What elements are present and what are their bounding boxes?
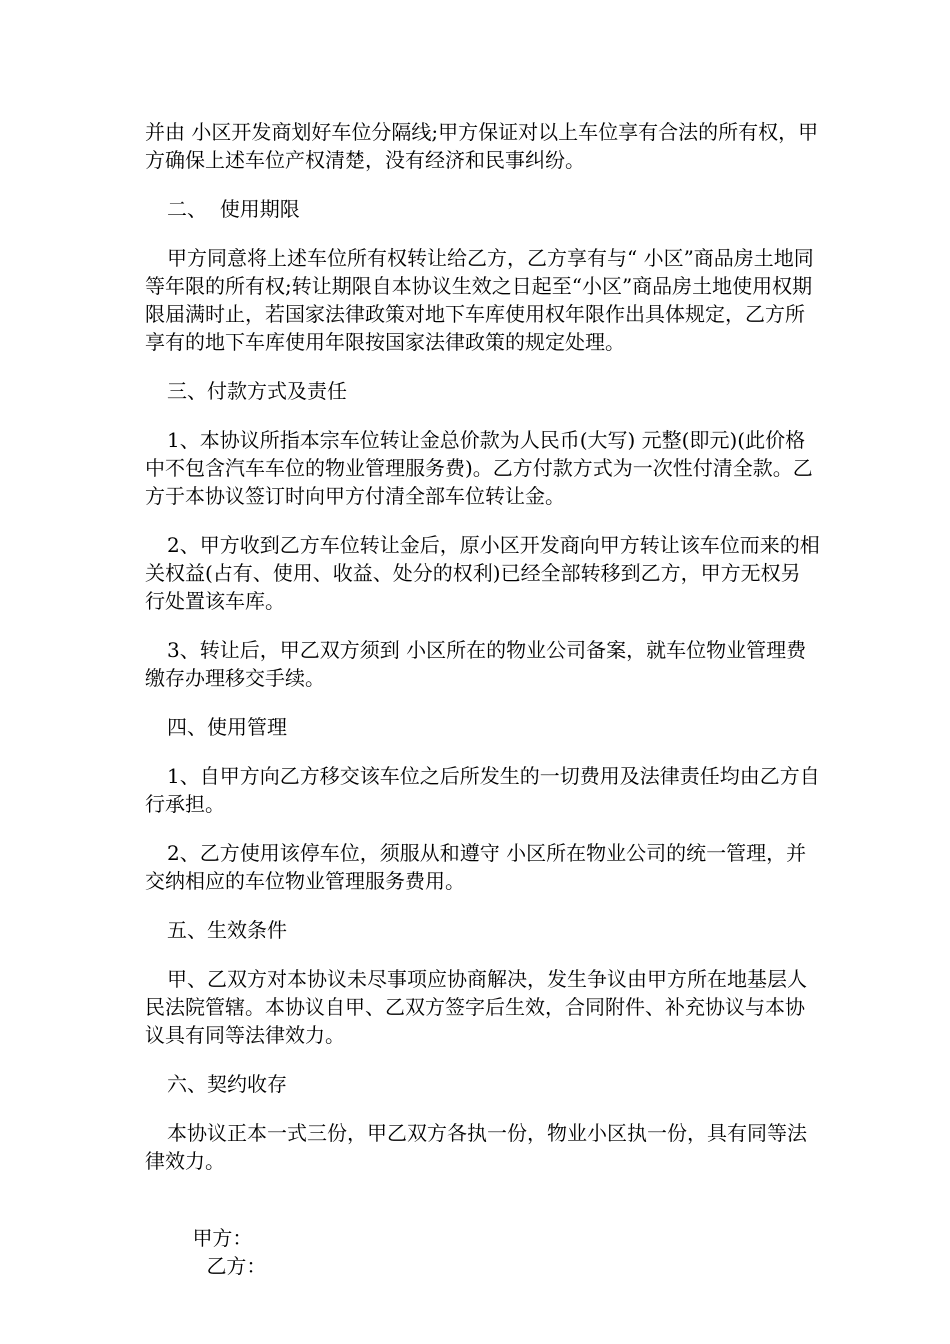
paragraph-management-1: 1、自甲方向乙方移交该车位之后所发生的一切费用及法律责任均由乙方自行承担。	[145, 764, 820, 816]
signature-line	[145, 1196, 820, 1308]
section-heading-payment: 三、付款方式及责任	[167, 379, 347, 403]
section-heading-management: 四、使用管理	[167, 715, 287, 739]
paragraph-payment-3: 3、转让后，甲乙双方须到 小区所在的物业公司备案，就车位物业管理费缴存办理移交手续。	[145, 638, 807, 690]
section-heading-effect: 五、生效条件	[167, 918, 287, 942]
paragraph-term: 甲方同意将上述车位所有权转让给乙方，乙方享有与“ 小区”商品房土地同等年限的所有权;转让期限自本协议生效之日起至“小区”商品房土地使用权期限届满时止，若国家法律政策对地下车库使用权年限作出具体规定，乙方所享有的地下车库使用年限按国家法律政策的规定处理。	[145, 246, 814, 354]
signature-party-b: 乙方：	[206, 1254, 267, 1278]
paragraph-management-2: 2、乙方使用该停车位，须服从和遵守 小区所在物业公司的统一管理，并交纳相应的车位物业管理服务费用。	[145, 841, 807, 893]
section-heading-term: 二、 使用期限	[167, 197, 300, 221]
signature-party-a: 甲方：	[192, 1226, 253, 1250]
paragraph-custody: 本协议正本一式三份，甲乙双方各执一份，物业小区执一份，具有同等法律效力。	[145, 1121, 807, 1173]
document-page	[145, 118, 820, 1329]
paragraph-payment-2: 2、甲方收到乙方车位转让金后，原小区开发商向甲方转让该车位而来的相关权益(占有、使用、收益、处分的权利)已经全部转移到乙方，甲方无权另行处置该车库。	[145, 533, 820, 613]
paragraph-effect: 甲、乙双方对本协议未尽事项应协商解决，发生争议由甲方所在地基层人民法院管辖。本协议自甲、乙双方签字后生效，合同附件、补充协议与本协议具有同等法律效力。	[145, 967, 807, 1047]
paragraph-payment-1: 1、本协议所指本宗车位转让金总价款为人民币(大写) 元整(即元)(此价格中不包含汽车车位的物业管理服务费)。乙方付款方式为一次性付清全款。乙方于本协议签订时向甲方付清全部车位转让金。	[145, 428, 813, 508]
paragraph-parking-ownership: 并由 小区开发商划好车位分隔线;甲方保证对以上车位享有合法的所有权，甲方确保上述车位产权清楚，没有经济和民事纠纷。	[145, 120, 819, 172]
section-heading-custody: 六、契约收存	[167, 1072, 287, 1096]
